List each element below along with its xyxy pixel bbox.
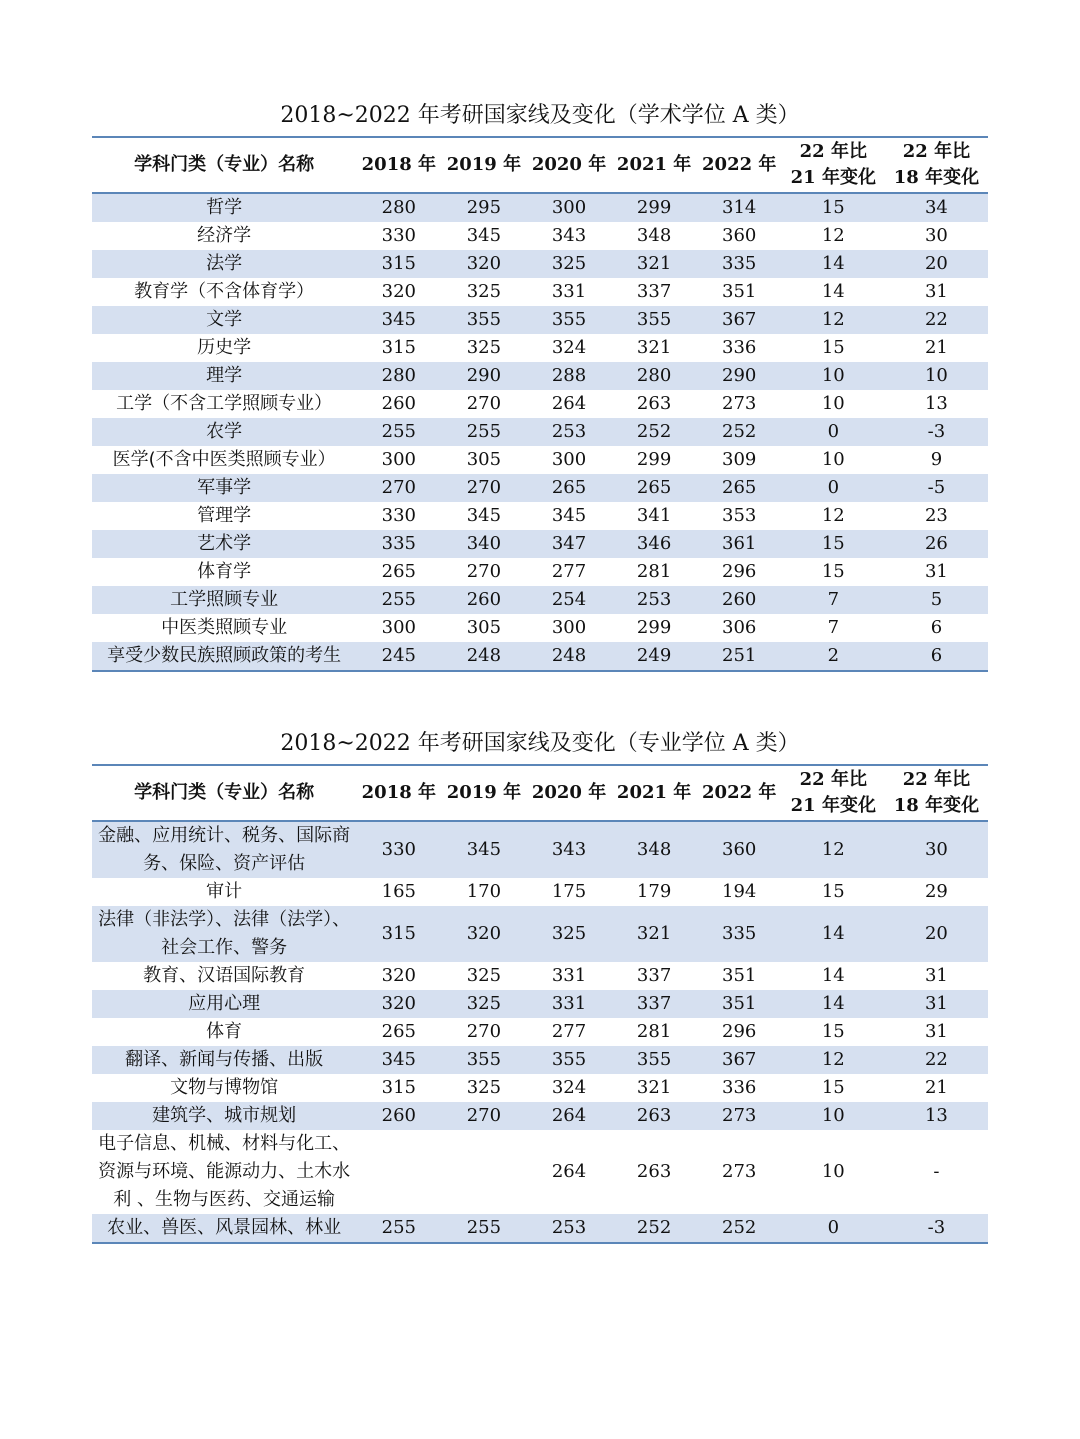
table-header-row xyxy=(92,765,988,821)
cell-change-vs-2021: 14 xyxy=(782,278,885,306)
cell-2022: 309 xyxy=(697,446,782,474)
cell-2022: 351 xyxy=(697,278,782,306)
cell-2022: 367 xyxy=(697,1046,782,1074)
cell-2019: 305 xyxy=(441,614,526,642)
cell-2018: 320 xyxy=(356,990,441,1018)
cell-2022: 260 xyxy=(697,586,782,614)
cell-change-vs-2018: 13 xyxy=(885,390,988,418)
cell-change-vs-2018: 20 xyxy=(885,906,988,962)
cell-2019: 270 xyxy=(441,1018,526,1046)
cell-2019: 325 xyxy=(441,334,526,362)
cell-change-vs-2018: 30 xyxy=(885,222,988,250)
cell-2020: 347 xyxy=(526,530,611,558)
cell-2018: 330 xyxy=(356,502,441,530)
cell-change-vs-2018: 9 xyxy=(885,446,988,474)
cell-2020: 175 xyxy=(526,878,611,906)
cell-2021: 337 xyxy=(612,962,697,990)
cell-change-vs-2021: 10 xyxy=(782,390,885,418)
cell-2021: 348 xyxy=(612,222,697,250)
cell-name: 历史学 xyxy=(92,334,356,362)
cell-2021: 253 xyxy=(612,586,697,614)
cell-name: 工学（不含工学照顾专业） xyxy=(92,390,356,418)
professional-table-body xyxy=(92,821,988,1243)
cell-change-vs-2018: 6 xyxy=(885,614,988,642)
cell-name: 体育 xyxy=(92,1018,356,1046)
cell-2020: 331 xyxy=(526,278,611,306)
cell-2019: 320 xyxy=(441,906,526,962)
header-line: 22 年比 xyxy=(799,141,867,162)
cell-2021: 346 xyxy=(612,530,697,558)
table-row xyxy=(92,1214,988,1243)
header-name: 学科门类（专业）名称 xyxy=(134,154,315,175)
cell-2022: 335 xyxy=(697,250,782,278)
cell-name: 中医类照顾专业 xyxy=(92,614,356,642)
cell-2021: 281 xyxy=(612,558,697,586)
cell-2022: 251 xyxy=(697,642,782,671)
cell-2020: 277 xyxy=(526,558,611,586)
cell-2021: 355 xyxy=(612,306,697,334)
cell-2021: 341 xyxy=(612,502,697,530)
cell-2022: 290 xyxy=(697,362,782,390)
cell-2019: 170 xyxy=(441,878,526,906)
academic-table-body xyxy=(92,193,988,671)
header-change-vs-2018 xyxy=(885,137,988,193)
header-2022: 2022 年 xyxy=(702,154,777,175)
table-header-row xyxy=(92,137,988,193)
cell-2019: 290 xyxy=(441,362,526,390)
cell-2018: 265 xyxy=(356,558,441,586)
table-row xyxy=(92,193,988,222)
cell-2018: 300 xyxy=(356,446,441,474)
cell-change-vs-2021: 15 xyxy=(782,193,885,222)
table-row xyxy=(92,474,988,502)
cell-2020: 343 xyxy=(526,821,611,878)
cell-2019: 345 xyxy=(441,222,526,250)
table-row xyxy=(92,1102,988,1130)
table-row xyxy=(92,990,988,1018)
cell-name: 艺术学 xyxy=(92,530,356,558)
cell-2020: 324 xyxy=(526,334,611,362)
cell-2020: 325 xyxy=(526,250,611,278)
cell-2019: 355 xyxy=(441,306,526,334)
academic-table-title: 2018~2022 年考研国家线及变化（学术学位 A 类） xyxy=(280,103,800,128)
cell-name: 教育学（不含体育学） xyxy=(92,278,356,306)
cell-2019: 325 xyxy=(441,990,526,1018)
cell-change-vs-2021: 10 xyxy=(782,446,885,474)
cell-name: 翻译、新闻与传播、出版 xyxy=(92,1046,356,1074)
cell-2019: 325 xyxy=(441,962,526,990)
cell-2020: 345 xyxy=(526,502,611,530)
cell-change-vs-2018: - xyxy=(885,1130,988,1214)
cell-change-vs-2018: 23 xyxy=(885,502,988,530)
cell-2021: 299 xyxy=(612,614,697,642)
cell-2022: 273 xyxy=(697,1130,782,1214)
cell-2019: 345 xyxy=(441,502,526,530)
cell-change-vs-2021: 0 xyxy=(782,1214,885,1243)
cell-name: 农学 xyxy=(92,418,356,446)
header-line: 18 年变化 xyxy=(893,795,980,816)
cell-name: 审计 xyxy=(92,878,356,906)
header-line: 21 年变化 xyxy=(790,795,876,816)
cell-name: 法律（非法学）、法律（法学）、社会工作、警务 xyxy=(92,906,356,962)
header-line: 21 年变化 xyxy=(790,167,876,188)
header-line: 22 年比 xyxy=(799,769,867,790)
cell-change-vs-2018: 31 xyxy=(885,962,988,990)
cell-2021: 252 xyxy=(612,1214,697,1243)
cell-2022: 351 xyxy=(697,962,782,990)
header-line: 22 年比 xyxy=(902,141,971,162)
table-row xyxy=(92,878,988,906)
header-2020: 2020 年 xyxy=(531,154,607,175)
cell-2021: 321 xyxy=(612,334,697,362)
cell-2021: 321 xyxy=(612,1074,697,1102)
cell-2020: 264 xyxy=(526,1130,611,1214)
header-name: 学科门类（专业）名称 xyxy=(134,782,315,803)
cell-name: 军事学 xyxy=(92,474,356,502)
table-row xyxy=(92,418,988,446)
professional-section xyxy=(92,724,988,1244)
cell-name: 教育、汉语国际教育 xyxy=(92,962,356,990)
cell-2019: 260 xyxy=(441,586,526,614)
cell-2021: 280 xyxy=(612,362,697,390)
cell-name: 体育学 xyxy=(92,558,356,586)
cell-2020: 277 xyxy=(526,1018,611,1046)
cell-change-vs-2018: 13 xyxy=(885,1102,988,1130)
cell-2021: 281 xyxy=(612,1018,697,1046)
cell-2021: 299 xyxy=(612,446,697,474)
cell-2020: 265 xyxy=(526,474,611,502)
header-2021: 2021 年 xyxy=(616,782,692,803)
cell-name: 医学(不含中医类照顾专业） xyxy=(92,446,356,474)
cell-2021: 355 xyxy=(612,1046,697,1074)
cell-2022: 273 xyxy=(697,390,782,418)
cell-name: 金融、应用统计、税务、国际商务、保险、资产评估 xyxy=(92,821,356,878)
cell-2018: 330 xyxy=(356,821,441,878)
header-2020: 2020 年 xyxy=(531,782,607,803)
table-row xyxy=(92,446,988,474)
cell-2018: 330 xyxy=(356,222,441,250)
table-row xyxy=(92,362,988,390)
cell-2021: 263 xyxy=(612,1130,697,1214)
cell-2020: 288 xyxy=(526,362,611,390)
cell-change-vs-2021: 10 xyxy=(782,1130,885,1214)
cell-2021: 321 xyxy=(612,250,697,278)
cell-2018: 320 xyxy=(356,278,441,306)
cell-2018: 255 xyxy=(356,1214,441,1243)
cell-2022: 296 xyxy=(697,1018,782,1046)
header-2022: 2022 年 xyxy=(702,782,777,803)
cell-2022: 336 xyxy=(697,1074,782,1102)
cell-2019: 295 xyxy=(441,193,526,222)
cell-change-vs-2021: 7 xyxy=(782,614,885,642)
cell-2021: 263 xyxy=(612,390,697,418)
header-change-vs-2021 xyxy=(782,137,885,193)
cell-2018: 315 xyxy=(356,334,441,362)
cell-name: 文物与博物馆 xyxy=(92,1074,356,1102)
cell-change-vs-2021: 15 xyxy=(782,558,885,586)
cell-change-vs-2021: 12 xyxy=(782,222,885,250)
cell-name: 工学照顾专业 xyxy=(92,586,356,614)
cell-change-vs-2018: -5 xyxy=(885,474,988,502)
cell-2019: 325 xyxy=(441,1074,526,1102)
cell-change-vs-2018: 22 xyxy=(885,306,988,334)
cell-change-vs-2018: 31 xyxy=(885,1018,988,1046)
cell-change-vs-2018: -3 xyxy=(885,1214,988,1243)
cell-name: 建筑学、城市规划 xyxy=(92,1102,356,1130)
cell-2018: 280 xyxy=(356,193,441,222)
table-row xyxy=(92,821,988,878)
cell-2018: 300 xyxy=(356,614,441,642)
cell-name: 哲学 xyxy=(92,193,356,222)
cell-2019 xyxy=(441,1130,526,1214)
table-row xyxy=(92,222,988,250)
cell-change-vs-2021: 14 xyxy=(782,250,885,278)
cell-2018: 260 xyxy=(356,1102,441,1130)
cell-2020: 300 xyxy=(526,193,611,222)
cell-2019: 270 xyxy=(441,1102,526,1130)
cell-change-vs-2021: 15 xyxy=(782,1074,885,1102)
cell-2022: 265 xyxy=(697,474,782,502)
cell-name: 理学 xyxy=(92,362,356,390)
cell-name: 农业、兽医、风景园林、林业 xyxy=(92,1214,356,1243)
cell-change-vs-2018: 21 xyxy=(885,334,988,362)
cell-change-vs-2018: 20 xyxy=(885,250,988,278)
cell-change-vs-2018: 10 xyxy=(885,362,988,390)
cell-change-vs-2021: 14 xyxy=(782,962,885,990)
cell-2020: 248 xyxy=(526,642,611,671)
cell-2021: 337 xyxy=(612,278,697,306)
professional-table-title: 2018~2022 年考研国家线及变化（专业学位 A 类） xyxy=(280,731,800,756)
cell-2020: 253 xyxy=(526,1214,611,1243)
cell-2022: 252 xyxy=(697,1214,782,1243)
cell-2021: 348 xyxy=(612,821,697,878)
cell-change-vs-2018: 34 xyxy=(885,193,988,222)
cell-change-vs-2018: 26 xyxy=(885,530,988,558)
cell-2019: 305 xyxy=(441,446,526,474)
cell-2018: 255 xyxy=(356,586,441,614)
cell-name: 法学 xyxy=(92,250,356,278)
cell-2019: 270 xyxy=(441,558,526,586)
cell-2020: 325 xyxy=(526,906,611,962)
cell-name: 应用心理 xyxy=(92,990,356,1018)
table-row xyxy=(92,1130,988,1214)
cell-change-vs-2021: 15 xyxy=(782,334,885,362)
table-row xyxy=(92,250,988,278)
cell-2018: 315 xyxy=(356,906,441,962)
cell-change-vs-2021: 14 xyxy=(782,990,885,1018)
cell-2021: 321 xyxy=(612,906,697,962)
cell-change-vs-2018: 31 xyxy=(885,558,988,586)
cell-2022: 335 xyxy=(697,906,782,962)
table-row xyxy=(92,642,988,671)
table-row xyxy=(92,278,988,306)
professional-table xyxy=(92,764,988,1244)
cell-change-vs-2018: 21 xyxy=(885,1074,988,1102)
table-row xyxy=(92,558,988,586)
cell-change-vs-2021: 12 xyxy=(782,502,885,530)
cell-change-vs-2021: 7 xyxy=(782,586,885,614)
cell-change-vs-2021: 12 xyxy=(782,1046,885,1074)
cell-2018: 320 xyxy=(356,962,441,990)
cell-name: 经济学 xyxy=(92,222,356,250)
cell-2018 xyxy=(356,1130,441,1214)
cell-change-vs-2018: 5 xyxy=(885,586,988,614)
cell-2020: 300 xyxy=(526,446,611,474)
cell-2020: 264 xyxy=(526,1102,611,1130)
table-row xyxy=(92,502,988,530)
cell-change-vs-2018: 31 xyxy=(885,990,988,1018)
cell-change-vs-2018: -3 xyxy=(885,418,988,446)
cell-2018: 315 xyxy=(356,250,441,278)
cell-2021: 249 xyxy=(612,642,697,671)
cell-change-vs-2018: 6 xyxy=(885,642,988,671)
table-row xyxy=(92,530,988,558)
cell-2022: 353 xyxy=(697,502,782,530)
cell-2018: 280 xyxy=(356,362,441,390)
cell-2019: 345 xyxy=(441,821,526,878)
cell-change-vs-2021: 0 xyxy=(782,418,885,446)
cell-2018: 260 xyxy=(356,390,441,418)
cell-2019: 320 xyxy=(441,250,526,278)
table-row xyxy=(92,1018,988,1046)
cell-2021: 299 xyxy=(612,193,697,222)
cell-change-vs-2021: 10 xyxy=(782,1102,885,1130)
cell-2020: 254 xyxy=(526,586,611,614)
table-row xyxy=(92,334,988,362)
cell-2018: 335 xyxy=(356,530,441,558)
cell-change-vs-2018: 29 xyxy=(885,878,988,906)
cell-2018: 245 xyxy=(356,642,441,671)
header-line: 22 年比 xyxy=(902,769,971,790)
cell-2022: 252 xyxy=(697,418,782,446)
cell-2021: 252 xyxy=(612,418,697,446)
cell-2019: 325 xyxy=(441,278,526,306)
table-row xyxy=(92,586,988,614)
cell-2019: 355 xyxy=(441,1046,526,1074)
cell-2022: 314 xyxy=(697,193,782,222)
header-2021: 2021 年 xyxy=(616,154,692,175)
header-2018: 2018 年 xyxy=(361,782,437,803)
table-row xyxy=(92,306,988,334)
cell-change-vs-2021: 15 xyxy=(782,878,885,906)
cell-name: 管理学 xyxy=(92,502,356,530)
cell-2022: 360 xyxy=(697,821,782,878)
cell-2020: 355 xyxy=(526,306,611,334)
cell-change-vs-2021: 0 xyxy=(782,474,885,502)
cell-change-vs-2021: 12 xyxy=(782,306,885,334)
cell-2019: 270 xyxy=(441,474,526,502)
cell-change-vs-2018: 31 xyxy=(885,278,988,306)
header-2019: 2019 年 xyxy=(446,782,522,803)
cell-2022: 336 xyxy=(697,334,782,362)
cell-2022: 367 xyxy=(697,306,782,334)
cell-2020: 253 xyxy=(526,418,611,446)
cell-change-vs-2021: 10 xyxy=(782,362,885,390)
cell-2021: 337 xyxy=(612,990,697,1018)
academic-table xyxy=(92,136,988,672)
cell-2020: 343 xyxy=(526,222,611,250)
cell-2020: 331 xyxy=(526,962,611,990)
header-change-vs-2018 xyxy=(885,765,988,821)
header-2019: 2019 年 xyxy=(446,154,522,175)
cell-2020: 355 xyxy=(526,1046,611,1074)
cell-2022: 194 xyxy=(697,878,782,906)
cell-2021: 263 xyxy=(612,1102,697,1130)
cell-change-vs-2018: 22 xyxy=(885,1046,988,1074)
cell-2022: 296 xyxy=(697,558,782,586)
cell-2019: 340 xyxy=(441,530,526,558)
table-row xyxy=(92,390,988,418)
cell-2019: 270 xyxy=(441,390,526,418)
cell-2018: 265 xyxy=(356,1018,441,1046)
cell-2019: 255 xyxy=(441,418,526,446)
cell-2022: 306 xyxy=(697,614,782,642)
cell-2018: 270 xyxy=(356,474,441,502)
table-row xyxy=(92,614,988,642)
cell-2021: 265 xyxy=(612,474,697,502)
cell-2018: 165 xyxy=(356,878,441,906)
table-row xyxy=(92,906,988,962)
cell-change-vs-2021: 2 xyxy=(782,642,885,671)
cell-name: 享受少数民族照顾政策的考生 xyxy=(92,642,356,671)
cell-change-vs-2021: 15 xyxy=(782,530,885,558)
cell-2018: 255 xyxy=(356,418,441,446)
table-row xyxy=(92,1074,988,1102)
cell-2018: 345 xyxy=(356,306,441,334)
table-row xyxy=(92,962,988,990)
header-change-vs-2021 xyxy=(782,765,885,821)
cell-change-vs-2018: 30 xyxy=(885,821,988,878)
cell-2018: 345 xyxy=(356,1046,441,1074)
cell-2020: 264 xyxy=(526,390,611,418)
cell-2018: 315 xyxy=(356,1074,441,1102)
cell-2019: 255 xyxy=(441,1214,526,1243)
table-row xyxy=(92,1046,988,1074)
cell-2022: 361 xyxy=(697,530,782,558)
cell-name: 电子信息、机械、材料与化工、资源与环境、能源动力、土木水利 、生物与医药、交通运输 xyxy=(92,1130,356,1214)
cell-change-vs-2021: 15 xyxy=(782,1018,885,1046)
cell-2019: 248 xyxy=(441,642,526,671)
cell-2022: 360 xyxy=(697,222,782,250)
header-2018: 2018 年 xyxy=(361,154,437,175)
cell-change-vs-2021: 12 xyxy=(782,821,885,878)
cell-2021: 179 xyxy=(612,878,697,906)
cell-change-vs-2021: 14 xyxy=(782,906,885,962)
header-line: 18 年变化 xyxy=(893,167,980,188)
cell-2020: 331 xyxy=(526,990,611,1018)
academic-section xyxy=(92,96,988,672)
cell-name: 文学 xyxy=(92,306,356,334)
cell-2022: 351 xyxy=(697,990,782,1018)
cell-2020: 324 xyxy=(526,1074,611,1102)
cell-2022: 273 xyxy=(697,1102,782,1130)
cell-2020: 300 xyxy=(526,614,611,642)
